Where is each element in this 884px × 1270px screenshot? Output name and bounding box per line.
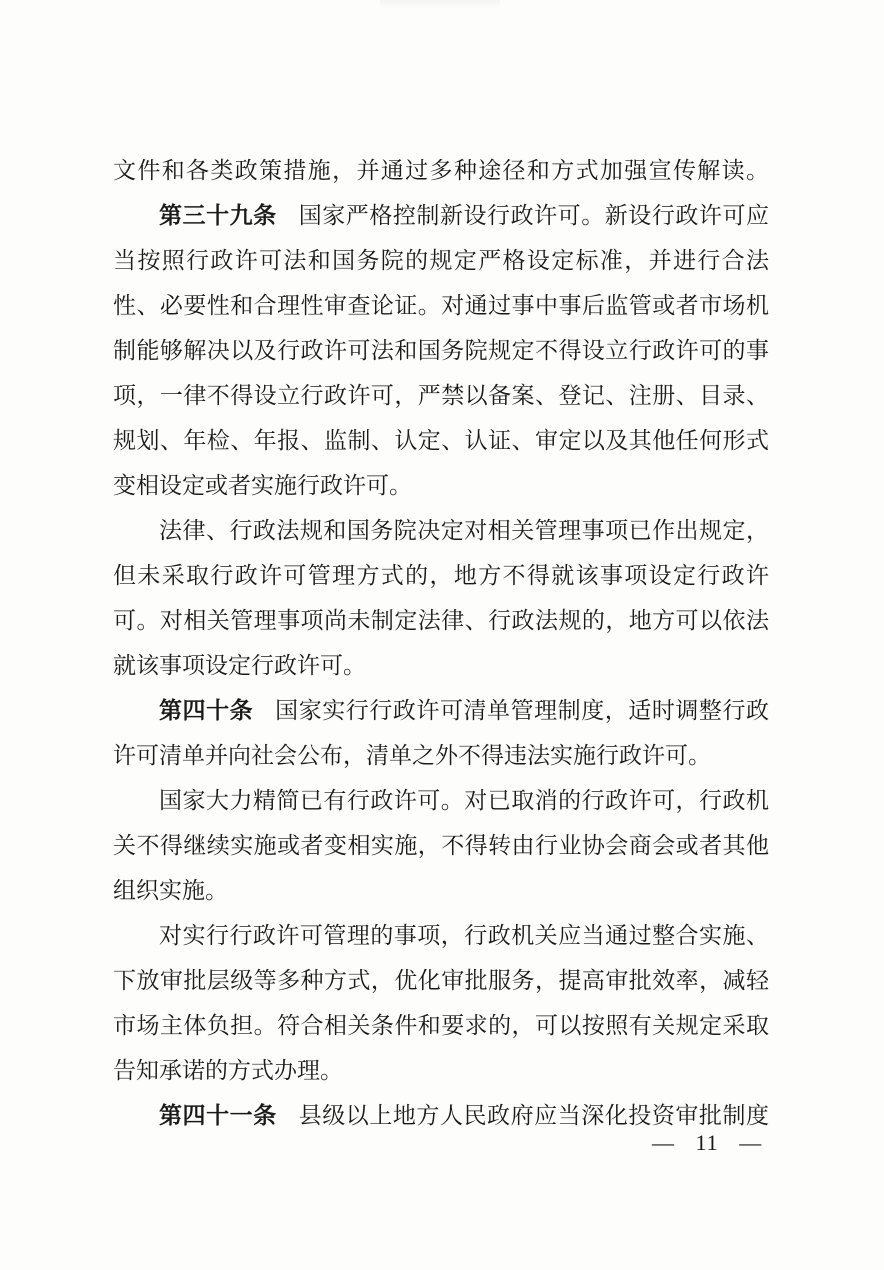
text-line: 当按照行政许可法和国务院的规定严格设定标准，并进行合法 <box>113 248 769 274</box>
text-span: 国家实行行政许可清单管理制度，适时调整行政 <box>275 698 770 724</box>
text-line: 规划、年检、年报、监制、认定、认证、审定以及其他任何形式 <box>113 428 769 454</box>
text-line: 但未采取行政许可管理方式的，地方不得就该事项设定行政许 <box>113 563 769 589</box>
paragraph-first-line: 国家大力精简已有行政许可。对已取消的行政许可，行政机 <box>159 788 769 814</box>
text-line: 组织实施。 <box>113 878 228 904</box>
article-41-heading-line <box>113 1101 769 1131</box>
page-dash-right: — <box>739 1130 763 1155</box>
article-number: 第四十条 <box>159 698 254 724</box>
paragraph-first-line: 对实行行政许可管理的事项，行政机关应当通过整合实施、 <box>159 923 769 949</box>
text-line: 告知承诺的方式办理。 <box>113 1058 343 1084</box>
article-number: 第三十九条 <box>159 203 277 229</box>
article-number: 第四十一条 <box>159 1103 277 1129</box>
text-line: 下放审批层级等多种方式，优化审批服务，提高审批效率，减轻 <box>113 968 769 994</box>
text-line: 就该事项设定行政许可。 <box>113 653 366 679</box>
page-number-value: 11 <box>695 1130 719 1155</box>
text-line: 变相设定或者实施行政许可。 <box>113 473 412 499</box>
text-span: 国家严格控制新设行政许可。新设行政许可应 <box>298 203 770 229</box>
text-line: 项，一律不得设立行政许可，严禁以备案、登记、注册、目录、 <box>113 383 769 409</box>
text-span: 县级以上地方人民政府应当深化投资审批制度 <box>298 1103 770 1129</box>
page-number <box>652 1130 762 1156</box>
scan-artifact <box>380 0 500 8</box>
text-line: 制能够解决以及行政许可法和国务院规定不得设立行政许可的事 <box>113 338 769 364</box>
text-line: 许可清单并向社会公布，清单之外不得违法实施行政许可。 <box>113 743 711 769</box>
paragraph-first-line: 法律、行政法规和国务院决定对相关管理事项已作出规定， <box>159 518 769 544</box>
page-dash-left: — <box>652 1130 675 1155</box>
text-line: 关不得继续实施或者变相实施，不得转由行业协会商会或者其他 <box>113 833 769 859</box>
text-line: 文件和各类政策措施，并通过多种途径和方式加强宣传解读。 <box>113 158 769 184</box>
article-40-heading-line <box>113 696 769 726</box>
text-line: 可。对相关管理事项尚未制定法律、行政法规的，地方可以依法 <box>113 608 769 634</box>
text-line: 性、必要性和合理性审查论证。对通过事中事后监管或者市场机 <box>113 293 769 319</box>
article-39-heading-line <box>113 201 769 231</box>
text-line: 市场主体负担。符合相关条件和要求的，可以按照有关规定采取 <box>113 1013 769 1039</box>
